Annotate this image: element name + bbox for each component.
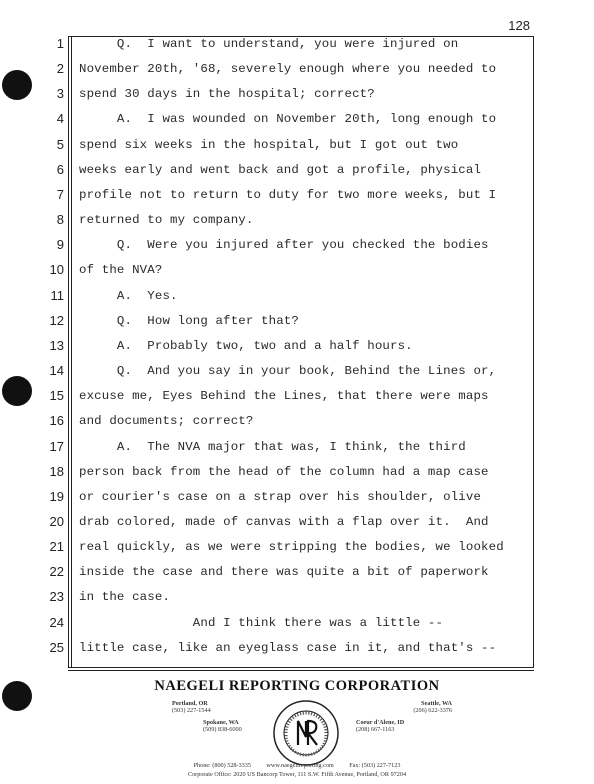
transcript-line: [0, 561, 594, 586]
line-text: inside the case and there was quite a bit of paperwork: [79, 565, 489, 580]
page-number: 128: [508, 18, 530, 33]
line-text: profile not to return to duty for two more weeks, but I: [79, 187, 497, 202]
line-number: 6: [56, 161, 64, 177]
line-number: 12: [49, 312, 64, 328]
transcript-line: [0, 360, 594, 385]
line-number: 16: [49, 413, 64, 429]
line-text: and documents; correct?: [79, 414, 254, 429]
line-number: 20: [49, 513, 64, 529]
corporate-address: Corporate Office: 2020 US Bancorp Tower, 111 S.W. Fifth Avenue, Portland, OR 97204: [187, 771, 407, 778]
line-text: Q. How long after that?: [79, 313, 299, 328]
line-text: And I think there was a little --: [79, 615, 444, 630]
frame-border: [68, 670, 534, 671]
transcript-line: [0, 436, 594, 461]
frame-border: [68, 667, 534, 668]
line-text: real quickly, as we were stripping the bodies, we looked: [79, 540, 504, 555]
line-number: 5: [56, 136, 64, 152]
line-text: A. I was wounded on November 20th, long enough to: [79, 112, 497, 127]
transcript-line: [0, 209, 594, 234]
line-number: 17: [49, 438, 64, 454]
transcript-line: [0, 461, 594, 486]
transcript-line: [0, 159, 594, 184]
line-number: 24: [49, 614, 64, 630]
transcript-line: [0, 310, 594, 335]
line-number: 11: [50, 287, 64, 303]
transcript-line: [0, 58, 594, 83]
line-text: weeks early and went back and got a profile, physical: [79, 162, 482, 177]
line-number: 18: [49, 463, 64, 479]
line-number: 1: [56, 36, 64, 51]
office-spokane: Spokane, WA (509) 838-6000: [203, 719, 242, 733]
office-portland: Portland, OR (503) 227-1544: [172, 700, 211, 714]
line-number: 19: [49, 488, 64, 504]
line-number: 15: [49, 388, 64, 404]
office-seattle: Seattle, WA (206) 622-3376: [413, 700, 452, 714]
line-number: 8: [56, 212, 64, 228]
transcript-line: [0, 134, 594, 159]
line-text: little case, like an eyeglass case in it, and that's --: [79, 640, 497, 655]
office-coeur-dalene: Coeur d'Alene, ID (208) 667-1163: [356, 719, 405, 733]
company-seal-logo: [272, 699, 340, 767]
transcript-line: [0, 33, 594, 58]
transcript-body: [0, 33, 594, 662]
contact-line: Phone: (800) 528-3335 www.naegelireporting.com Fax: (503) 227-7123: [193, 762, 401, 769]
line-text: returned to my company.: [79, 213, 254, 228]
transcript-line: [0, 410, 594, 435]
line-number: 9: [56, 237, 64, 253]
transcript-line: [0, 511, 594, 536]
reporter-footer: [0, 676, 594, 784]
line-text: A. Probably two, two and a half hours.: [79, 338, 413, 353]
line-text: Q. I want to understand, you were injured on: [79, 37, 459, 51]
line-text: excuse me, Eyes Behind the Lines, that there were maps: [79, 389, 489, 404]
transcript-line: [0, 586, 594, 611]
line-number: 10: [49, 262, 64, 278]
line-text: spend six weeks in the hospital, but I got out two: [79, 137, 459, 152]
line-number: 7: [56, 186, 64, 202]
transcript-line: [0, 335, 594, 360]
line-number: 3: [56, 86, 64, 102]
line-text: person back from the head of the column had a map case: [79, 464, 489, 479]
line-text: A. The NVA major that was, I think, the third: [79, 439, 466, 454]
line-text: Q. And you say in your book, Behind the Lines or,: [79, 364, 497, 379]
transcript-line: [0, 83, 594, 108]
line-number: 14: [49, 363, 64, 379]
transcript-line: [0, 259, 594, 284]
line-text: A. Yes.: [79, 288, 178, 303]
transcript-line: [0, 637, 594, 662]
line-text: November 20th, '68, severely enough where you needed to: [79, 62, 497, 77]
transcript-line: [0, 184, 594, 209]
line-number: 4: [56, 111, 64, 127]
line-text: or courier's case on a strap over his shoulder, olive: [79, 489, 482, 504]
line-text: spend 30 days in the hospital; correct?: [79, 87, 375, 102]
transcript-line: [0, 486, 594, 511]
transcript-line: [0, 234, 594, 259]
line-text: in the case.: [79, 590, 171, 605]
transcript-line: [0, 285, 594, 310]
line-number: 21: [49, 539, 64, 555]
line-text: of the NVA?: [79, 263, 163, 278]
transcript-line: [0, 612, 594, 637]
line-number: 25: [49, 639, 64, 655]
company-name: NAEGELI REPORTING CORPORATION: [154, 678, 440, 694]
line-number: 2: [56, 61, 64, 77]
transcript-line: [0, 108, 594, 133]
line-text: Q. Were you injured after you checked the bodies: [79, 238, 489, 253]
line-number: 13: [49, 337, 64, 353]
line-number: 23: [49, 589, 64, 605]
transcript-line: [0, 385, 594, 410]
line-text: drab colored, made of canvas with a flap over it. And: [79, 514, 489, 529]
line-number: 22: [49, 564, 64, 580]
transcript-line: [0, 536, 594, 561]
